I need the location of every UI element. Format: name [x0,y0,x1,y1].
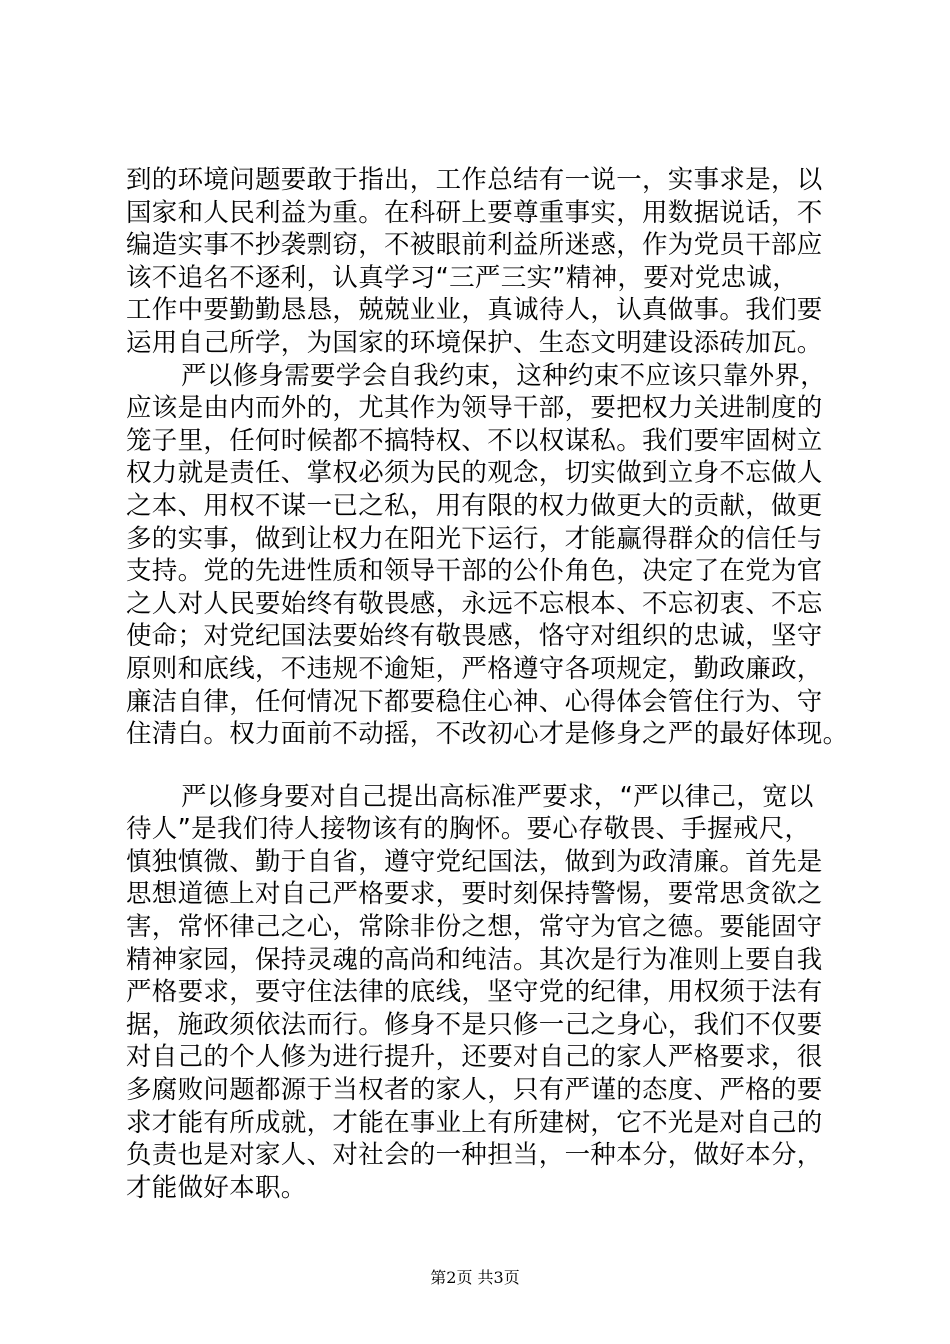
text-line: 应该是由内而外的，尤其作为领导干部，要把权力关进制度的 [126,393,823,424]
text-line: 求才能有所成就，才能在事业上有所建树，它不光是对自己的 [126,1107,823,1138]
text-line: 才能做好本职。 [126,1172,307,1203]
text-line: 使命；对党纪国法要始终有敬畏感，恪守对组织的忠诚，坚守 [126,621,823,652]
document-body [126,164,849,1204]
text-line: 权力就是责任、掌权必须为民的观念，切实做到立身不忘做人 [126,458,823,489]
text-line: 多的实事，做到让权力在阳光下运行，才能赢得群众的信任与 [126,523,823,554]
text-line: 支持。党的先进性质和领导干部的公仆角色，决定了在党为官 [126,556,823,587]
text-line: 之本、用权不谋一已之私，用有限的权力做更大的贡献，做更 [126,490,823,521]
paragraph-spacer [126,751,830,781]
text-line: 严格要求，要守住法律的底线，坚守党的纪律，用权须于法有 [126,977,823,1008]
text-line: 精神家园，保持灵魂的高尚和纯洁。其次是行为准则上要自我 [126,944,823,975]
text-line: 国家和人民利益为重。在科研上要尊重事实，用数据说话，不 [126,197,823,228]
paragraph-2 [126,360,849,751]
text-line: 住清白。权力面前不动摇，不改初心才是修身之严的最好体现。 [126,719,849,750]
text-line: 负责也是对家人、对社会的一种担当，一种本分，做好本分， [126,1140,823,1171]
text-line: 多腐败问题都源于当权者的家人，只有严谨的态度、严格的要 [126,1075,823,1106]
text-line: 工作中要勤勤恳恳，兢兢业业，真诚待人，认真做事。我们要 [126,295,823,326]
text-line: 严以修身需要学会自我约束，这种约束不应该只靠外界， [181,360,827,391]
text-line: 思想道德上对自己严格要求，要时刻保持警惕，要常思贪欲之 [126,879,823,910]
page-number-footer: 第2页 共3页 [430,1268,520,1287]
text-line: 害，常怀律己之心，常除非份之想，常守为官之德。要能固守 [126,912,823,943]
text-line: 运用自己所学，为国家的环境保护、生态文明建设添砖加瓦。 [126,327,823,358]
paragraph-3 [126,781,830,1205]
text-line: 待人”是我们待人接物该有的胸怀。要心存敬畏、手握戒尺， [126,814,811,845]
text-line: 原则和底线，不违规不逾矩，严格遵守各项规定，勤政廉政， [126,653,823,684]
text-line: 廉洁自律，任何情况下都要稳住心神、心得体会管住行为、守 [126,686,823,717]
text-line: 该不追名不逐利，认真学习“三严三实”精神，要对党忠诚， [126,262,799,293]
text-line: 到的环境问题要敢于指出，工作总结有一说一，实事求是，以 [126,165,823,195]
text-line: 据，施政须依法而行。修身不是只修一己之身心，我们不仅要 [126,1009,823,1040]
text-line: 编造实事不抄袭剽窃，不被眼前利益所迷惑，作为党员干部应 [126,230,823,261]
text-line: 之人对人民要始终有敬畏感，永远不忘根本、不忘初衷、不忘 [126,588,823,619]
text-line: 对自己的个人修为进行提升，还要对自己的家人严格要求，很 [126,1042,823,1073]
text-line: 严以修身要对自己提出高标准严要求，“严以律己，宽以 [181,781,814,812]
text-line: 笼子里，任何时候都不搞特权、不以权谋私。我们要牢固树立 [126,425,823,456]
paragraph-1 [126,164,830,360]
text-line: 慎独慎微、勤于自省，遵守党纪国法，做到为政清廉。首先是 [126,846,823,877]
